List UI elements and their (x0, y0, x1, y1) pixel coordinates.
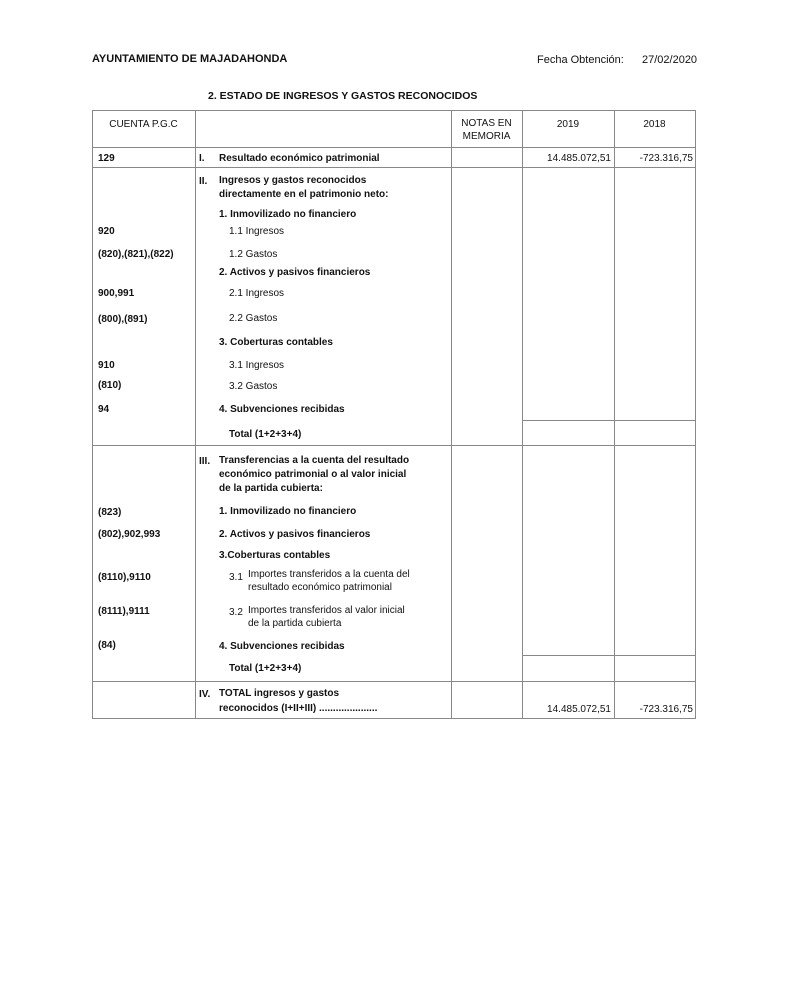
s4-title-1: TOTAL ingresos y gastos (219, 688, 340, 699)
date-value: 27/02/2020 (642, 54, 698, 66)
s2-roman: II. (199, 176, 208, 187)
s2-group-3: 3. Coberturas contables (219, 337, 333, 348)
s3-label-3-1-a: Importes transferidos a la cuenta del (248, 569, 410, 580)
s2-group-4: 4. Subvenciones recibidas (219, 404, 345, 415)
s2-account-1-2: (820),(821),(822) (98, 249, 174, 260)
s2-account-3-1: 910 (98, 360, 115, 371)
s4-roman: IV. (199, 689, 211, 700)
s3-number-3-2: 3.2 (229, 607, 243, 618)
date-label: Fecha Obtención: (537, 54, 624, 66)
s1-label: Resultado económico patrimonial (219, 153, 380, 164)
header-notas: NOTAS EN (461, 118, 512, 129)
s3-label-3-1-b: resultado económico patrimonial (248, 582, 392, 593)
s3-title-1: Transferencias a la cuenta del resultado (219, 455, 410, 466)
s2-label-1-2: 1.2 Gastos (229, 249, 278, 260)
s2-account-3-2: (810) (98, 380, 122, 391)
s2-label-1-1: 1.1 Ingresos (229, 226, 285, 237)
s2-label-2-1: 2.1 Ingresos (229, 288, 285, 299)
s2-group-1: 1. Inmovilizado no financiero (219, 209, 357, 220)
header-cuenta: CUENTA P.G.C (109, 119, 178, 130)
s2-account-2-1: 900,991 (98, 288, 135, 299)
s3-title-3: de la partida cubierta: (219, 483, 323, 494)
s2-account-2-2: (800),(891) (98, 314, 148, 325)
entity-name: AYUNTAMIENTO DE MAJADAHONDA (92, 53, 288, 65)
s3-account-1: (823) (98, 507, 122, 518)
s2-account-1-1: 920 (98, 226, 115, 237)
s2-label-2-2: 2.2 Gastos (229, 313, 278, 324)
s2-label-3-2: 3.2 Gastos (229, 381, 278, 392)
s3-group-4: 4. Subvenciones recibidas (219, 641, 345, 652)
s3-title-2: económico patrimonial o al valor inicial (219, 469, 407, 480)
s4-value-2018: -723.316,75 (639, 704, 693, 715)
s3-account-3-1: (8110),9110 (98, 572, 151, 583)
s3-roman: III. (199, 456, 211, 467)
s2-label-3-1: 3.1 Ingresos (229, 360, 285, 371)
header-2019: 2019 (556, 119, 580, 130)
report-title: 2. ESTADO DE INGRESOS Y GASTOS RECONOCIDOS (208, 90, 478, 102)
s4-value-2019: 14.485.072,51 (547, 704, 611, 715)
s1-roman: I. (199, 153, 205, 164)
s2-total: Total (1+2+3+4) (229, 429, 302, 440)
header-2018: 2018 (643, 119, 666, 130)
s2-title-1: Ingresos y gastos reconocidos (219, 175, 367, 186)
header-memoria: MEMORIA (462, 131, 511, 142)
s3-account-4: (84) (98, 640, 116, 651)
s2-account-4: 94 (98, 404, 110, 415)
s3-group-1: 1. Inmovilizado no financiero (219, 506, 357, 517)
s3-number-3-1: 3.1 (229, 572, 243, 583)
s1-value-2018: -723.316,75 (639, 153, 693, 164)
s3-label-3-2-a: Importes transferidos al valor inicial (248, 605, 405, 616)
s2-title-2: directamente en el patrimonio neto: (219, 189, 389, 200)
s2-group-2: 2. Activos y pasivos financieros (219, 267, 371, 278)
s3-group-2: 2. Activos y pasivos financieros (219, 529, 371, 540)
s4-title-2: reconocidos (I+II+III) ..................... (219, 703, 378, 714)
s3-label-3-2-b: de la partida cubierta (248, 618, 342, 629)
s3-account-2: (802),902,993 (98, 529, 161, 540)
s1-value-2019: 14.485.072,51 (547, 153, 611, 164)
s3-account-3-2: (8111),9111 (98, 606, 150, 617)
s3-group-3: 3.Coberturas contables (219, 550, 331, 561)
s3-total: Total (1+2+3+4) (229, 663, 302, 674)
s1-account: 129 (98, 153, 115, 164)
